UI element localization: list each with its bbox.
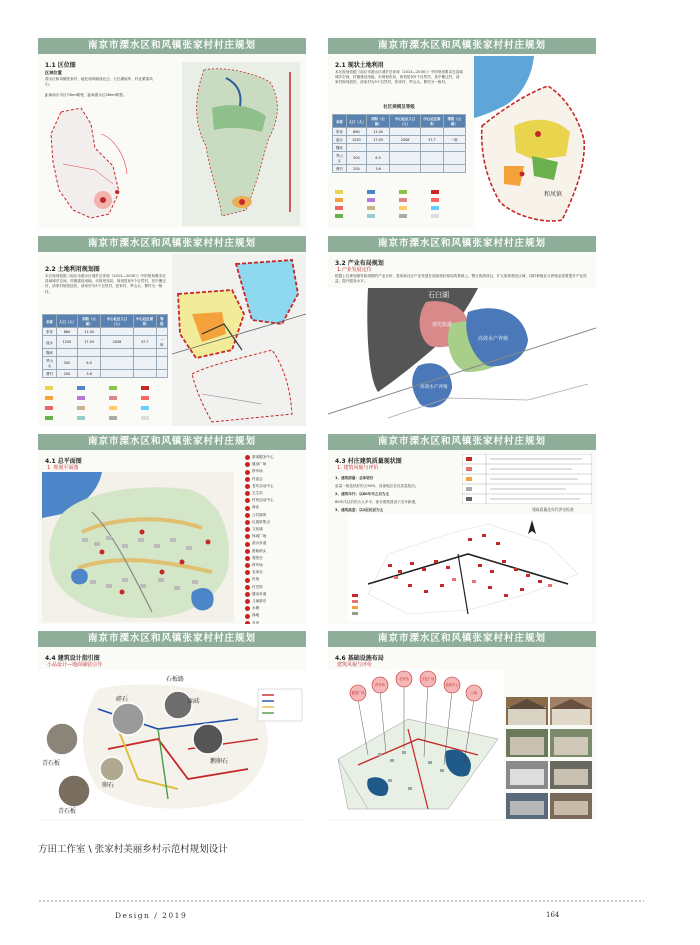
legend-label: 农家乐 <box>252 570 263 575</box>
table-cell <box>77 349 101 357</box>
table-cell <box>367 144 390 152</box>
facility-label: 农家乐 <box>399 677 409 681</box>
legend-marker-icon <box>245 556 250 561</box>
legend-marker-icon <box>245 506 250 511</box>
table-cell <box>101 328 133 336</box>
table-header: 中心社区面积 <box>133 315 156 328</box>
section-subtitle: 小品设计—地面铺装引导 <box>47 662 103 668</box>
legend-item <box>245 497 274 504</box>
industry-map <box>328 288 596 426</box>
table-cell: 张家 <box>333 128 347 136</box>
section-subtitle: 建筑风貌与评价 <box>337 662 373 668</box>
table-cell <box>156 357 167 370</box>
slide-master-plan <box>38 434 306 624</box>
slide-current-landuse <box>328 38 596 228</box>
table-row <box>333 136 466 144</box>
slide-header: 南京市溧水区和风镇张家村村庄规划 <box>38 434 306 450</box>
slide-infrastructure <box>328 631 596 821</box>
legend-marker-icon <box>245 491 250 496</box>
legend-item <box>245 468 274 475</box>
legend-marker-icon <box>245 462 250 467</box>
legend-item <box>245 584 274 591</box>
table-cell <box>133 370 156 378</box>
table-cell: 张家 <box>43 328 57 336</box>
section-title: 4.3 村庄建筑质量现状图 <box>335 458 402 465</box>
table-cell <box>443 152 465 165</box>
building-quality-map <box>348 514 592 622</box>
legend-marker-icon <box>245 549 250 554</box>
section-subtitle: 区域位置 <box>45 70 62 75</box>
legend-marker-icon <box>245 542 250 547</box>
table-cell <box>156 328 167 336</box>
legend-label: 村民活动中心 <box>252 498 274 503</box>
legend-label: 滨水步道 <box>252 541 267 546</box>
plan-map <box>172 254 306 426</box>
table-cell <box>390 144 421 152</box>
table-header: 名称 <box>333 115 347 128</box>
legend-marker-icon <box>245 599 250 604</box>
table-header: 面积（公顷） <box>367 115 390 128</box>
slide-header: 南京市溧水区和风镇张家村村庄规划 <box>328 434 596 450</box>
legend-label: 农田 <box>252 620 260 624</box>
table-cell: 2008 <box>390 136 421 144</box>
table-cell: 罗山头 <box>333 152 347 165</box>
table-cell <box>443 165 465 173</box>
legend-item <box>245 476 274 483</box>
section-title: 4.1 总平面图 <box>45 458 82 465</box>
slide-header: 南京市溧水区和风镇张家村村庄规划 <box>328 38 596 54</box>
slide-header: 南京市溧水区和风镇张家村村庄规划 <box>38 631 306 647</box>
zone-tourism-label: 观光旅游 <box>432 322 453 328</box>
table-cell <box>101 370 133 378</box>
table-cell <box>443 144 465 152</box>
legend-label: 公共厕所 <box>252 512 267 517</box>
legend-marker-icon <box>245 527 250 532</box>
legend-item <box>245 591 274 598</box>
table-header: 等级 <box>156 315 167 328</box>
table-cell: 3.6 <box>77 370 101 378</box>
table-row <box>333 152 466 165</box>
table-cell: 860 <box>346 128 366 136</box>
county-map <box>182 62 300 226</box>
table-header-row <box>333 115 466 128</box>
legend-item <box>245 490 274 497</box>
table-cell <box>421 144 444 152</box>
table-cell: 200 <box>346 165 366 173</box>
table-cell: 魏家 <box>333 144 347 152</box>
table-header: 中心社区面积 <box>421 115 444 128</box>
legend-marker-icon <box>245 570 250 575</box>
slide-header: 南京市溧水区和风镇张家村村庄规划 <box>328 236 596 252</box>
table-cell: 6.5 <box>367 152 390 165</box>
table-cell <box>421 165 444 173</box>
table-cell: 魏家 <box>43 349 57 357</box>
table-header: 人口（人） <box>346 115 366 128</box>
legend-item <box>245 612 274 619</box>
legend-item <box>245 562 274 569</box>
legend-marker-icon <box>245 477 250 482</box>
legend-item <box>245 519 274 526</box>
legend-item <box>245 555 274 562</box>
legend-label: 观景台 <box>252 555 263 560</box>
table-cell <box>156 349 167 357</box>
facility-label: 文化广场 <box>421 677 435 681</box>
legend-marker-icon <box>245 592 250 597</box>
section-title: 2.2 土地利用规划图 <box>45 266 100 273</box>
table-cell: 37.7 <box>421 136 444 144</box>
master-plan-legend <box>245 454 274 624</box>
legend-label: 村史馆 <box>252 584 263 589</box>
regional-map <box>43 104 151 226</box>
table-row <box>43 357 168 370</box>
legend-item <box>245 598 274 605</box>
legend-label: 游客服务中心 <box>252 455 274 459</box>
legend-item <box>245 576 274 583</box>
legend-item <box>245 504 274 511</box>
legend-item <box>245 526 274 533</box>
legend-item <box>245 620 274 624</box>
facility-label: 停车场 <box>375 683 385 687</box>
table-header: 面积（公顷） <box>77 315 101 328</box>
plan-paragraph: 本区规划依据《南京市溧水区城乡总体规（2013—2030）》中的规划要求在县域城乡空间，村镇建设用地，未规划布局，规划居民5个自然村，其中搬迁村，请家村规划居民，请家村为5个自然村，张家村，罗山头，曹村为一般村。 <box>45 274 166 294</box>
slide-building-quality <box>328 434 596 624</box>
legend-label: 健身广场 <box>252 462 267 467</box>
quality-point-2: 2、建筑年代：以80年代之后为主 <box>335 492 390 496</box>
table-row <box>333 128 466 136</box>
legend-label: 村委会 <box>252 476 263 481</box>
table-cell <box>443 128 465 136</box>
legend-label: 游船码头 <box>252 548 267 553</box>
legend-label: 民宿 <box>252 577 260 582</box>
legend-item <box>245 483 274 490</box>
section-subtitle: 1. 建筑风貌与评价 <box>337 465 379 471</box>
zone-aquaculture-label: 高效水产养殖 <box>478 336 509 342</box>
legend-marker-icon <box>245 585 250 590</box>
table-cell <box>133 349 156 357</box>
landuse-map <box>474 56 596 228</box>
legend-item <box>245 512 274 519</box>
table-cell <box>57 349 78 357</box>
table-row <box>43 349 168 357</box>
slide-industry-layout <box>328 236 596 426</box>
landuse-legend <box>333 188 465 226</box>
table-cell: 罗山头 <box>43 357 57 370</box>
legend-item <box>245 461 274 468</box>
legend-label: 商业 <box>252 505 260 510</box>
table-row <box>43 370 168 378</box>
legend-label: 休闲广场 <box>252 534 267 539</box>
quality-point-1-detail: 质量一般及较好的占90%，局部地区存在质量危旧。 <box>335 484 419 488</box>
legend-marker-icon <box>245 621 250 624</box>
section-title: 1.1 区位图 <box>45 62 76 69</box>
legend-marker-icon <box>245 534 250 539</box>
legend-item <box>245 540 274 547</box>
table-cell: 渡水 <box>43 336 57 349</box>
legend-item <box>245 569 274 576</box>
legend-label: 健身步道 <box>252 591 267 596</box>
table-cell: 渡水 <box>333 136 347 144</box>
table-cell: 300 <box>57 357 78 370</box>
table-header: 名称 <box>43 315 57 328</box>
site-photos <box>506 697 592 819</box>
table-cell: 一般 <box>443 136 465 144</box>
slide-landuse-plan <box>38 236 306 426</box>
legend-marker-icon <box>245 498 250 503</box>
legend-label: 老年活动中心 <box>252 483 274 488</box>
legend-marker-icon <box>245 484 250 489</box>
table-cell: 一般 <box>156 336 167 349</box>
page-caption: 方田工作室 \ 张家村美丽乡村示范村规划设计 <box>38 844 228 855</box>
section-title: 3.2 产业布局规划 <box>335 260 384 267</box>
table-cell <box>390 165 421 173</box>
table-cell: 6.5 <box>77 357 101 370</box>
table-cell: 37.7 <box>133 336 156 349</box>
quality-point-2-detail: 80年代以后的占大多半，部分建筑建设于近年新建。 <box>335 500 419 504</box>
table-row <box>43 328 168 336</box>
plan-table <box>42 314 168 378</box>
paving-label: 碎石 <box>116 696 129 703</box>
legend-item <box>245 548 274 555</box>
section-subtitle: 1.产业发展定位 <box>337 267 372 273</box>
legend-marker-icon <box>245 513 250 518</box>
table-cell: 曹村 <box>333 165 347 173</box>
footer-design-year: Design / 2019 <box>115 911 188 920</box>
legend-marker-icon <box>245 614 250 619</box>
table-cell <box>133 357 156 370</box>
table-cell <box>156 370 167 378</box>
table-header: 人口（人） <box>57 315 78 328</box>
legend-marker-icon <box>245 470 250 475</box>
plan-legend <box>43 384 169 424</box>
zone-aquaculture-label-2: 高效水产养殖 <box>420 385 448 390</box>
table-row <box>43 336 168 349</box>
lake-label: 石臼湖 <box>428 291 449 299</box>
criteria-caption: 建筑质量及年代评定标准 <box>532 507 574 512</box>
town-label: 和凤镇 <box>544 191 563 198</box>
table-header: 中心社区人口（人） <box>390 115 421 128</box>
quality-point-1: 1、建筑质量：总体较好 <box>335 476 374 480</box>
legend-item <box>245 454 274 461</box>
legend-label: 儿童游乐 <box>252 599 267 604</box>
paving-label: 面砖 <box>188 698 201 705</box>
facility-label: 游客中心 <box>445 683 459 687</box>
page-number: 164 <box>546 911 560 919</box>
table-row <box>333 165 466 173</box>
table-header-row <box>43 315 168 328</box>
table-cell: 200 <box>57 370 78 378</box>
legend-marker-icon <box>245 520 250 525</box>
slide-header: 南京市溧水区和风镇张家村村庄规划 <box>38 38 306 54</box>
legend-label: 卫生站 <box>252 491 263 496</box>
table-cell: 300 <box>346 152 366 165</box>
section-title: 4.4 建筑设计指引图 <box>45 655 100 662</box>
table-cell: 11.00 <box>77 328 101 336</box>
table-cell: 曹村 <box>43 370 57 378</box>
legend-marker-icon <box>245 455 250 460</box>
master-plan-map <box>42 472 234 622</box>
industry-paragraph: 根据上位规划指导和周围的产业分析，张家新社区产业发展在延续现状格局的基础上，整合旅游项目，扩大旅游观光区域，同时种植业与养殖业需要提升产业效益，提升服务水平。 <box>335 274 587 284</box>
legend-label: 停车场 <box>252 469 263 474</box>
table-header: 中心社区人口（人） <box>101 315 133 328</box>
table-cell: 1250 <box>346 136 366 144</box>
legend-marker-icon <box>245 606 250 611</box>
table-cell: 3.6 <box>367 165 390 173</box>
infrastructure-map <box>328 669 504 819</box>
section-subtitle: 1. 规划平面图 <box>47 465 79 471</box>
facility-label: 公厕 <box>470 691 478 695</box>
table-cell <box>101 349 133 357</box>
legend-item <box>245 533 274 540</box>
table-cell: 860 <box>57 328 78 336</box>
table-cell <box>421 128 444 136</box>
legend-label: 文化墙 <box>252 527 263 532</box>
paving-label: 青石板 <box>58 808 77 815</box>
table-cell <box>390 152 421 165</box>
design-guide-map <box>38 669 306 819</box>
table-cell <box>101 357 133 370</box>
legend-item <box>245 605 274 612</box>
quality-point-3: 3、建筑高度：以2层民居为主 <box>335 508 384 512</box>
table-cell: 17.55 <box>77 336 101 349</box>
table-header: 等级（公顷） <box>443 115 465 128</box>
paving-label: 青石板 <box>42 760 61 767</box>
table-cell: 17.55 <box>367 136 390 144</box>
table-cell: 11.00 <box>367 128 390 136</box>
table-cell <box>346 144 366 152</box>
section-title: 2.1 现状土地利用 <box>335 62 384 69</box>
population-table <box>332 114 466 173</box>
legend-label: 停车场 <box>252 563 263 568</box>
table-cell <box>421 152 444 165</box>
legend-label: 水塘 <box>252 606 260 611</box>
paving-label: 鹅卵石 <box>210 758 229 765</box>
facility-label: 健康广场 <box>351 691 365 695</box>
table-cell: 1250 <box>57 336 78 349</box>
slide-design-guide <box>38 631 306 821</box>
section-title: 4.6 基础设施布局 <box>335 655 384 662</box>
slide-header: 南京市溧水区和风镇张家村村庄规划 <box>328 631 596 647</box>
paving-label: 卵石 <box>102 782 115 789</box>
slide-header: 南京市溧水区和风镇张家村村庄规划 <box>38 236 306 252</box>
table-cell: 2008 <box>101 336 133 349</box>
slide-location <box>38 38 306 228</box>
dotted-divider <box>38 899 644 903</box>
table-row <box>333 144 466 152</box>
table-cell <box>390 128 421 136</box>
paving-label: 石板路 <box>166 676 185 683</box>
legend-marker-icon <box>245 563 250 568</box>
legend-marker-icon <box>245 578 250 583</box>
quality-criteria-table <box>462 454 592 504</box>
legend-label: 绿地 <box>252 613 260 618</box>
landuse-paragraph: 本区规划依据《南京市溧水区城乡总体规（2013—2030）》中的规划要求在县域城乡空间，村镇建设用地，未规划布局，规划居民5个自然村，其中搬迁村，请家村规划居民，请家村为5个自然村，张家村，罗山头，曹村为一般村。 <box>335 70 463 85</box>
table-title: 社区规模及等级 <box>383 105 415 110</box>
location-paragraph: 溧水区和凤镇张家村、地处和凤镇西北边，石臼湖南岸，村北紧靠凤山。 <box>45 77 153 87</box>
table-cell <box>133 328 156 336</box>
distance-text: 距离南京市区73km路程，距离溧水区26km路程。 <box>45 93 127 97</box>
legend-label: 垃圾收集点 <box>252 519 270 524</box>
